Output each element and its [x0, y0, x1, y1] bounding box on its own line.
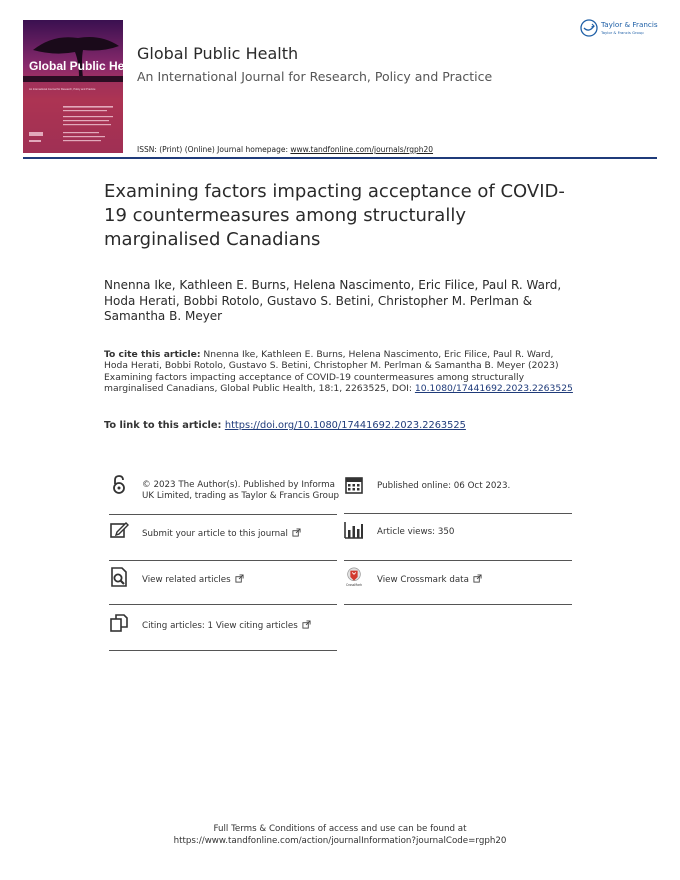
- published-date: [344, 475, 572, 515]
- published-text: Published online: 06 Oct 2023.: [377, 481, 511, 491]
- citing-articles-link[interactable]: [109, 609, 337, 653]
- external-link-icon: [235, 574, 244, 583]
- journal-subtitle: An International Journal for Research, Policy and Practice: [137, 69, 493, 84]
- citing-text: Citing articles: 1 View citing articles: [142, 621, 298, 631]
- calendar-icon: [344, 475, 364, 495]
- article-doi-link[interactable]: https://doi.org/10.1080/17441692.2023.2263525: [224, 420, 466, 431]
- external-link-icon: [302, 620, 311, 629]
- footer-terms-text: Full Terms & Conditions of access and use can be found at: [213, 824, 467, 834]
- external-link-icon: [292, 528, 301, 537]
- footer-terms-link[interactable]: https://www.tandfonline.com/action/journalInformation?journalCode=rgph20: [173, 836, 507, 846]
- open-access-notice: [109, 475, 337, 515]
- citation-block: [104, 349, 574, 395]
- open-access-text: © 2023 The Author(s). Published by Informa UK Limited, trading as Taylor & Francis Group: [142, 480, 339, 501]
- views-text: Article views: 350: [377, 527, 455, 537]
- divider: [109, 514, 337, 515]
- header-divider: [23, 157, 657, 159]
- submit-article-link[interactable]: [109, 517, 337, 561]
- publisher-logo-tagline: Taylor & Francis Group: [601, 30, 644, 35]
- publisher-logo-name: Taylor & Francis: [601, 20, 658, 29]
- issn-line: [137, 145, 433, 154]
- article-title: Examining factors impacting acceptance of COVID-19 countermeasures among structurally marginalised Canadians: [104, 181, 565, 250]
- external-link-icon: [473, 574, 482, 583]
- citing-icon: [109, 613, 129, 633]
- submit-text: Submit your article to this journal: [142, 529, 288, 539]
- divider: [109, 604, 337, 605]
- article-authors: Nnenna Ike, Kathleen E. Burns, Helena Nascimento, Eric Filice, Paul R. Ward, Hoda Herati, Bobbi Rotolo, Gustavo S. Betini, Christopher M. Perlman & Samantha B. Meyer: [104, 278, 562, 323]
- divider: [109, 560, 337, 561]
- open-access-icon: [109, 475, 129, 495]
- related-articles-link[interactable]: [109, 563, 337, 607]
- cite-text: Nnenna Ike, Kathleen E. Burns, Helena Nascimento, Eric Filice, Paul R. Ward, Hoda Herati, Bobbi Rotolo, Gustavo S. Betini, Christopher M. Perlman & Samantha B. Meyer (2023) Examining factors impacting acceptance of COVID-19 countermeasures among structurally marginalised Canadians, Global Public Health, 18:1, 2263525, DOI:: [104, 349, 559, 395]
- crossmark-icon: [344, 567, 364, 587]
- link-label: To link to this article:: [104, 420, 225, 431]
- bar-chart-icon: [344, 520, 364, 540]
- issn-text: ISSN: (Print) (Online) Journal homepage:: [137, 145, 291, 154]
- divider: [344, 604, 572, 605]
- divider: [344, 513, 572, 514]
- divider: [109, 650, 337, 651]
- journal-homepage-link[interactable]: www.tandfonline.com/journals/rgph20: [290, 145, 434, 154]
- publisher-logo[interactable]: [580, 19, 662, 39]
- cover-subtitle: An International Journal for Research, Policy and Practice: [29, 88, 96, 91]
- search-doc-icon: [109, 567, 129, 587]
- cover-title: Global Public Health: [29, 59, 146, 73]
- related-text: View related articles: [142, 575, 231, 585]
- footer: [0, 823, 680, 847]
- cite-doi-link[interactable]: 10.1080/17441692.2023.2263525: [414, 383, 573, 395]
- crossmark-icon-label: CrossMark: [345, 583, 363, 588]
- edit-icon: [109, 520, 129, 540]
- article-views: [344, 517, 572, 561]
- crossmark-link[interactable]: [344, 563, 572, 607]
- article-link-line: [104, 420, 466, 431]
- divider: [344, 560, 572, 561]
- crossmark-text: View Crossmark data: [377, 575, 469, 585]
- tf-logo-icon: [580, 19, 598, 37]
- journal-cover-image: [23, 20, 146, 153]
- journal-name: Global Public Health: [137, 44, 299, 63]
- cite-label: To cite this article:: [104, 349, 201, 360]
